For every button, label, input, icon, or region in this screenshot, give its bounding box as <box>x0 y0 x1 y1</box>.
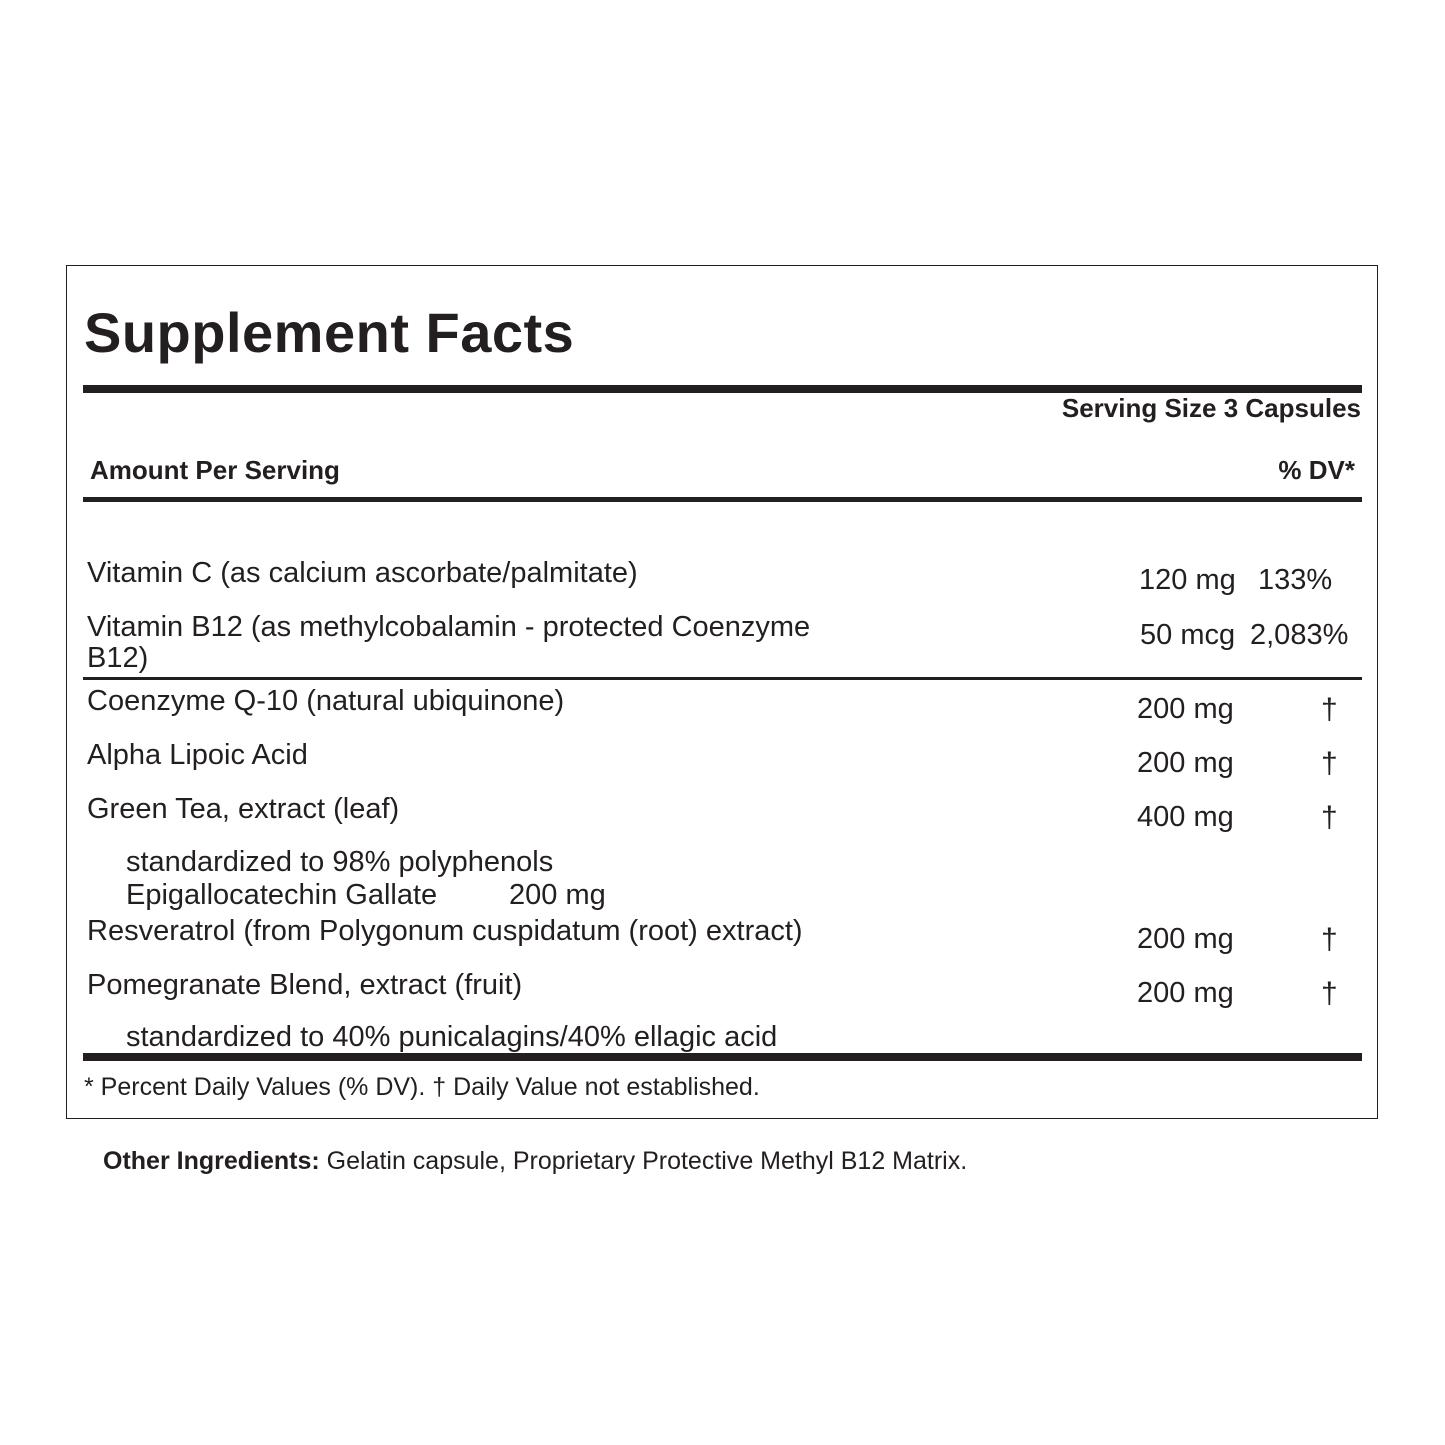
pomegranate-standardization: standardized to 40% punicalagins/40% ellagic acid <box>126 1021 778 1053</box>
nutrient-amount-vitamin-b12: 50 mcg <box>1140 619 1236 651</box>
nutrient-amount-coq10: 200 mg <box>1137 693 1234 725</box>
nutrient-dv-vitamin-c: 133% <box>1258 564 1333 596</box>
nutrient-name-alpha-lipoic-acid: Alpha Lipoic Acid <box>87 739 308 771</box>
nutrient-name-vitamin-c: Vitamin C (as calcium ascorbate/palmitate) <box>87 557 638 589</box>
other-ingredients <box>103 1147 967 1176</box>
nutrient-name-vitamin-b12-cont: B12) <box>87 642 149 674</box>
nutrient-amount-green-tea: 400 mg <box>1137 801 1234 833</box>
green-tea-egcg-amount: 200 mg <box>509 879 606 911</box>
nutrient-name-green-tea: Green Tea, extract (leaf) <box>87 793 400 825</box>
other-ingredients-text: Gelatin capsule, Proprietary Protective Methyl B12 Matrix. <box>319 1147 968 1175</box>
bottom-thick-rule <box>83 1053 1362 1061</box>
nutrient-dv-vitamin-b12: 2,083% <box>1250 619 1349 651</box>
nutrient-dv-coq10: † <box>1321 693 1338 726</box>
nutrient-name-resveratrol: Resveratrol (from Polygonum cuspidatum (root) extract) <box>87 915 803 947</box>
serving-size: Serving Size 3 Capsules <box>1061 393 1361 423</box>
nutrient-name-vitamin-b12: Vitamin B12 (as methylcobalamin - protected Coenzyme <box>87 611 811 643</box>
nutrient-amount-alpha-lipoic-acid: 200 mg <box>1137 747 1234 779</box>
nutrient-dv-green-tea: † <box>1321 801 1338 834</box>
top-thick-rule <box>83 385 1362 393</box>
vitamin-divider-rule <box>83 677 1362 680</box>
nutrient-dv-alpha-lipoic-acid: † <box>1321 747 1338 780</box>
nutrient-name-coq10: Coenzyme Q-10 (natural ubiquinone) <box>87 685 565 717</box>
footnote: * Percent Daily Values (% DV). † Daily Value not established. <box>84 1073 760 1101</box>
green-tea-standardization: standardized to 98% polyphenols <box>126 846 554 878</box>
nutrient-amount-pomegranate: 200 mg <box>1137 977 1234 1009</box>
nutrient-name-pomegranate: Pomegranate Blend, extract (fruit) <box>87 969 523 1001</box>
amount-per-serving-header: Amount Per Serving <box>90 455 340 485</box>
green-tea-egcg-name: Epigallocatechin Gallate <box>126 879 438 911</box>
nutrient-amount-vitamin-c: 120 mg <box>1139 564 1236 596</box>
nutrient-dv-resveratrol: † <box>1321 923 1338 956</box>
nutrient-dv-pomegranate: † <box>1321 977 1338 1010</box>
panel-title: Supplement Facts <box>84 301 575 364</box>
header-rule <box>83 497 1362 502</box>
nutrient-amount-resveratrol: 200 mg <box>1137 923 1234 955</box>
daily-value-header: % DV* <box>1278 455 1355 485</box>
other-ingredients-label: Other Ingredients: <box>103 1147 320 1175</box>
